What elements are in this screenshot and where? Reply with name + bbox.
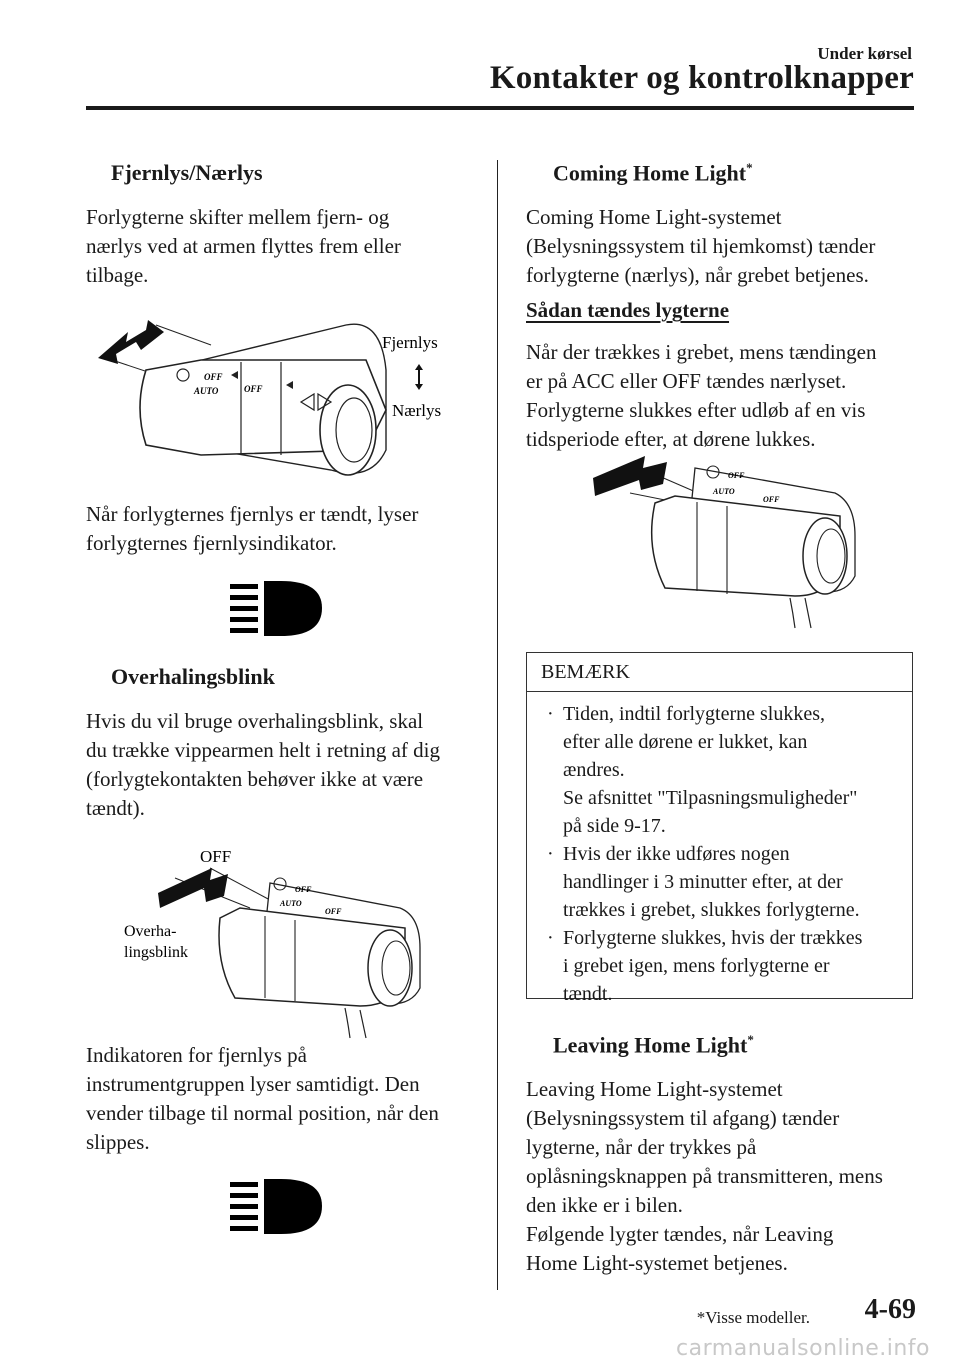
stalk-off-mark: OFF xyxy=(728,471,745,480)
text-line: (forlygtekontakten behøver ikke at være xyxy=(86,767,424,791)
text-line: den ikke er i bilen. xyxy=(526,1193,683,1217)
text-line: Indikatoren for fjernlys på xyxy=(86,1043,308,1067)
text-line: forlygterne (nærlys), når grebet betjenes. xyxy=(526,263,869,287)
text-line: Forlygterne slukkes, hvis der trækkes xyxy=(563,927,863,949)
stalk-off-mark: OFF xyxy=(763,495,780,504)
high-beam-indicator-icon xyxy=(226,1176,326,1238)
label-high-beam: Fjernlys xyxy=(382,333,438,352)
note-list xyxy=(527,692,912,1008)
text-line: tidsperiode efter, at dørene lukkes. xyxy=(526,427,816,451)
text-line: lygterne, når der trykkes på xyxy=(526,1135,757,1159)
text-line: oplåsningsknappen på transmitteren, mens xyxy=(526,1164,883,1188)
stalk-figure-coming-home xyxy=(585,448,885,633)
text-line: på side 9-17. xyxy=(563,815,666,837)
pull-arrow-icon xyxy=(593,456,667,496)
text-line: Hvis du vil bruge overhalingsblink, skal xyxy=(86,709,424,733)
text-line: du trække vippearmen helt i retning af dig xyxy=(86,738,440,762)
stalk-auto-mark: AUTO xyxy=(280,899,302,908)
stalk-off-mark: OFF xyxy=(325,907,342,916)
text-line: tilbage. xyxy=(86,263,149,287)
double-arrow-icon xyxy=(98,320,164,364)
text-line: vender tilbage til normal position, når den xyxy=(86,1101,439,1125)
paragraph-indicator-return xyxy=(86,1041,439,1157)
stalk-figure-high-low xyxy=(86,310,466,495)
stalk-figure-flash xyxy=(120,838,460,1043)
header-rule xyxy=(86,106,914,110)
text-line: handlinger i 3 minutter efter, at der xyxy=(563,871,843,893)
bullet: · xyxy=(547,927,554,949)
paragraph-coming-home xyxy=(526,203,875,290)
paragraph-beam-switch xyxy=(86,203,401,290)
text-line: Forlygterne slukkes efter udløb af en vis xyxy=(526,398,866,422)
paragraph-flash xyxy=(86,707,440,823)
text-line: Leaving Home Light-systemet xyxy=(526,1077,783,1101)
heading-text: Leaving Home Light xyxy=(553,1032,748,1058)
watermark: carmanualsonline.info xyxy=(676,1336,930,1361)
subheading-how-to-turn-on: Sådan tændes lygterne xyxy=(526,298,730,322)
note-title: BEMÆRK xyxy=(527,653,912,692)
text-line: instrumentgruppen lyser samtidigt. Den xyxy=(86,1072,420,1096)
high-beam-indicator-icon xyxy=(226,578,326,640)
label-flash-line2: lingsblink xyxy=(124,944,189,961)
text-line: i grebet igen, mens forlygterne er xyxy=(563,955,830,977)
label-off: OFF xyxy=(200,847,232,866)
paragraph-how-to-turn-on xyxy=(526,338,877,454)
heading-high-low-beam: Fjernlys/Nærlys xyxy=(111,160,263,185)
text-line: Home Light-systemet betjenes. xyxy=(526,1251,788,1275)
heading-leaving-home-light xyxy=(553,1032,754,1058)
text-line: tændt). xyxy=(86,796,145,820)
stalk-auto-mark: AUTO xyxy=(713,487,735,496)
bullet: · xyxy=(547,703,554,725)
text-line: forlygternes fjernlysindikator. xyxy=(86,531,337,555)
text-line: Når forlygternes fjernlys er tændt, lyser xyxy=(86,502,419,526)
stalk-off-mark: OFF xyxy=(204,372,223,382)
note-item xyxy=(541,700,902,840)
text-line: Tiden, indtil forlygterne slukkes, xyxy=(563,703,826,725)
section-label: Under kørsel xyxy=(817,44,912,63)
bullet: · xyxy=(547,843,554,865)
text-line: Forlygterne skifter mellem fjern- og xyxy=(86,205,390,229)
heading-flash-to-pass: Overhalingsblink xyxy=(111,664,275,689)
heading-text: Coming Home Light xyxy=(553,160,747,186)
text-line: Coming Home Light-systemet xyxy=(526,205,782,229)
page-title: Kontakter og kontrolknapper xyxy=(489,60,914,96)
text-line: (Belysningssystem til afgang) tænder xyxy=(526,1106,840,1130)
footnote: *Visse modeller. xyxy=(696,1308,810,1327)
note-box xyxy=(526,652,913,1005)
paragraph-leaving-home xyxy=(526,1075,883,1278)
text-line: tændt. xyxy=(563,983,613,1005)
page-number: 4-69 xyxy=(864,1294,916,1325)
stalk-auto-mark: AUTO xyxy=(194,386,219,396)
text-line: trækkes i grebet, slukkes forlygterne. xyxy=(563,899,860,921)
pull-arrow-icon xyxy=(158,868,228,908)
text-line: (Belysningssystem til hjemkomst) tænder xyxy=(526,234,876,258)
label-flash-line1: Overha- xyxy=(124,923,177,940)
stalk-off-mark: OFF xyxy=(244,384,263,394)
text-line: nærlys ved at armen flyttes frem eller xyxy=(86,234,401,258)
text-line: Når der trækkes i grebet, mens tændingen xyxy=(526,340,877,364)
label-low-beam: Nærlys xyxy=(392,401,442,420)
footnote-mark: * xyxy=(746,160,753,175)
text-line: efter alle dørene er lukket, kan xyxy=(563,731,808,753)
column-divider xyxy=(497,160,498,1290)
note-item xyxy=(541,840,902,924)
heading-coming-home-light xyxy=(553,160,753,186)
text-line: ændres. xyxy=(563,759,625,781)
text-line: Hvis der ikke udføres nogen xyxy=(563,843,790,865)
text-line: Se afsnittet "Tilpasningsmuligheder" xyxy=(563,787,858,809)
note-item xyxy=(541,924,902,1008)
text-line: Følgende lygter tændes, når Leaving xyxy=(526,1222,834,1246)
text-line: slippes. xyxy=(86,1130,150,1154)
stalk-off-mark: OFF xyxy=(295,885,312,894)
text-line: er på ACC eller OFF tændes nærlyset. xyxy=(526,369,847,393)
paragraph-indicator xyxy=(86,500,418,558)
footnote-mark: * xyxy=(747,1032,754,1047)
